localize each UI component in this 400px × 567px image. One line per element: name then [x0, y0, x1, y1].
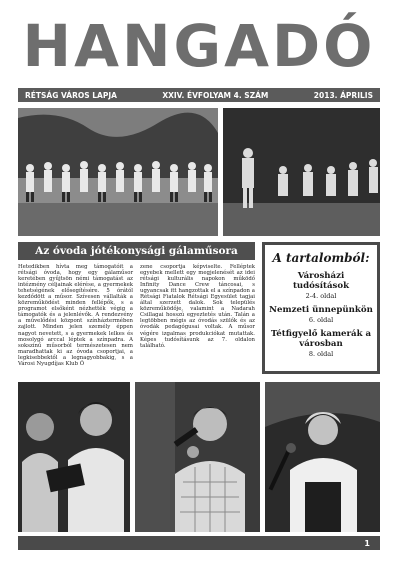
photo-woman-folk-costume	[265, 382, 380, 532]
masthead-title: HANGADÓ	[22, 12, 376, 80]
article-column-2	[140, 264, 255, 349]
toc-item[interactable]	[269, 329, 373, 358]
page-number: 1	[364, 538, 370, 548]
header-publication: RÉTSÁG VÁROS LAPJA	[25, 90, 117, 100]
toc-item-page: 8. oldal	[308, 350, 334, 358]
header-bar	[18, 88, 380, 102]
toc-item-page: 6. oldal	[308, 316, 334, 324]
header-volume: XXIV. ÉVFOLYAM 4. SZÁM	[162, 90, 269, 100]
toc-item-label: Városházi tudósítások	[292, 271, 350, 291]
article-column-2-text: zene csoportja képviselte. Felléptek egyebek mellett egy megjelenését az idei rétsági kulturális napokon működő Infinity Dance Crew táncosai, s ugyancsak itt hangzottak el a színpadon a Rétsági Fiatalok Rétsági Egyesület tagjai által szerzett dalok. Sok település közreműködője, valamint a Nadarah Csillagai hosszú egyeztetés után. Talán a legtöbben mégis az óvodás szülők és az óvodák pedagógusai voltak. A műsor végére izgalmas produkciókat mutattak. Képes tudósításunk az 7. oldalon található.	[140, 264, 255, 349]
table-of-contents	[262, 242, 380, 374]
toc-item-label: Tétfigyelő kamerák a városban	[270, 329, 372, 349]
toc-item[interactable]	[269, 271, 373, 300]
article-column-1	[18, 264, 133, 367]
header-date: 2013. ÁPRILIS	[313, 90, 373, 100]
photo-kids-dancing	[223, 108, 380, 236]
photo-children-group	[18, 108, 218, 236]
toc-item-label: Nemzeti ünnepünkön	[269, 305, 373, 315]
photo-man-microphone	[135, 382, 260, 532]
photo-women-singing	[18, 382, 130, 532]
toc-item[interactable]	[269, 305, 373, 324]
toc-item-page: 2-4. oldal	[305, 292, 337, 300]
article-column-1-text: Hetedikben hívta meg támogatóit a rétsági óvoda, hogy egy gálaműsor keretében gyűjtsön némi támogatást az intézmény céljainak elérése, a gyermekek tehetségének elősegítésére. 5 órától kezdődött a műsor. Szívesen vállalták a közreműködést minden fellépők, s a programot elsőként nézhették végig a támogatók és a jelenlévők. A rendezvény a művelődési központ színháztermében zajlott. Minden jelen személy éppen nagyot nevetett, s a gyermekek lelkes és mosolygó arccal léptek a színpadra. A sokszínű műsorból természetesen nem maradhattak ki az óvoda csoportjai, a legkisebbektől a legnagyobbakig, s a Városi Nyugdíjas Klub Ő	[18, 264, 133, 367]
toc-title: A tartalomból:	[272, 251, 370, 265]
article-title: Az óvoda jótékonysági gálaműsora	[18, 242, 255, 260]
footer-bar	[18, 536, 380, 550]
